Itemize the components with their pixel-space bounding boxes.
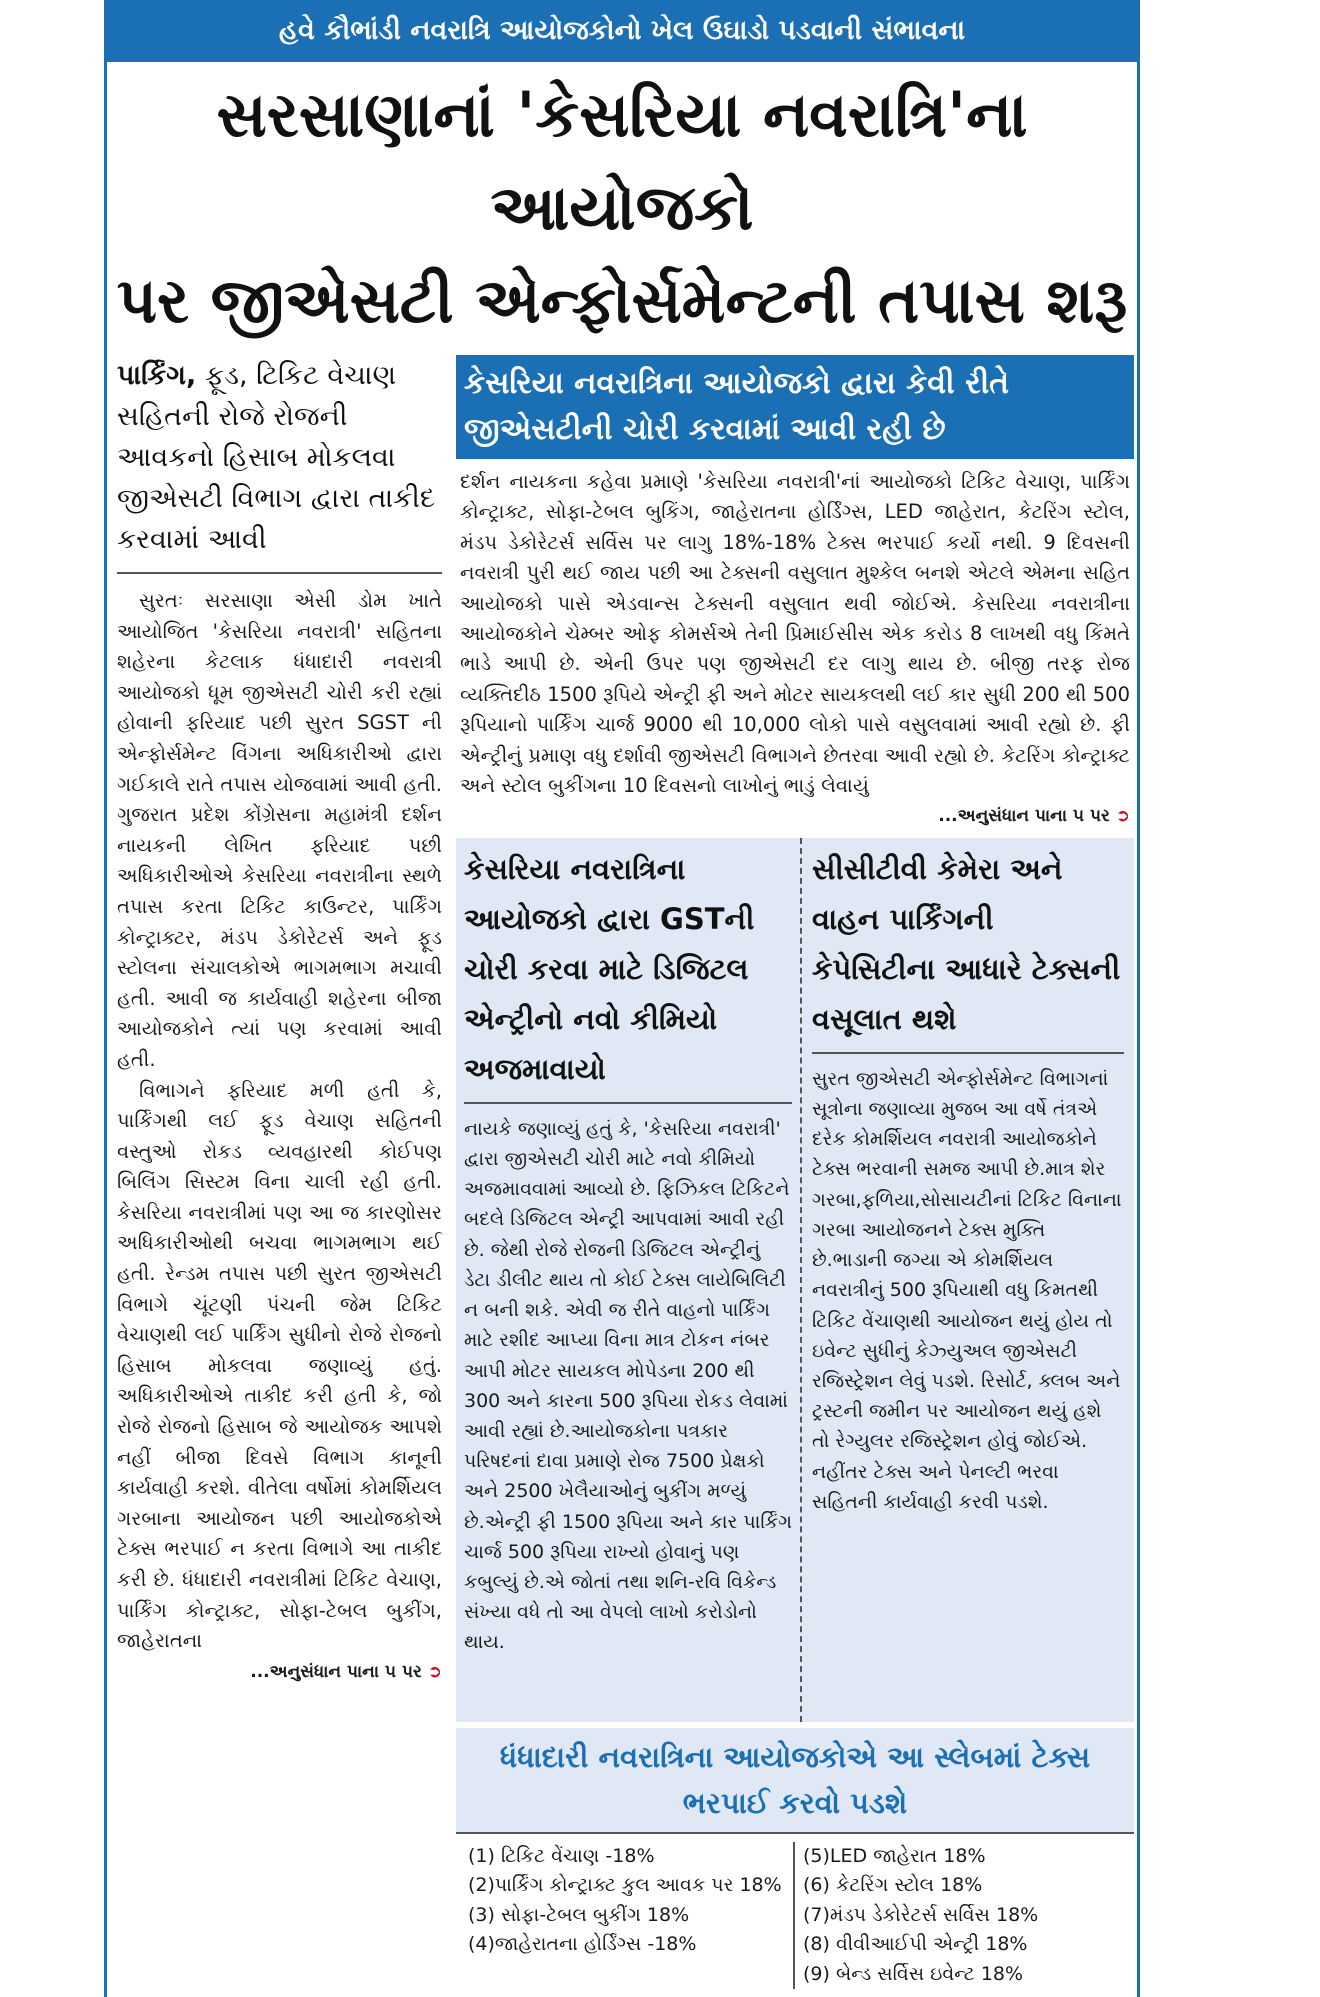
slab-item: (2)પાર્કિંગ કોન્ટ્રાક્ટ કુલ આવક પર 18% (468, 1874, 782, 1897)
slab-item: (4)જાહેરાતના હોર્ડિંગ્સ -18% (468, 1933, 697, 1956)
box-body: નાયકે જણાવ્યું હતું કે, 'કેસરિયા નવરાત્રી' દ્વારા જીએસટી ચોરી માટે નવો કીમિયો અજમાવવામાં આવ્યો છે. ફિઝિકલ ટિકિટને બદલે ડિજિટલ એન્ટ્રી આપવામાં આવી રહી છે. જેથી રોજે રોજની ડિજિટલ એન્ટ્રીનું ડેટા ડીલીટ થાય તો કોઈ ટેક્સ લાયેબિલિટી ન બની શકે. એવી જ રીતે વાહનો પાર્કિંગ માટે રશીદ આપ્યા વિના માત્ર ટોકન નંબર આપી મોટર સાયકલ મોપેડના 200 થી 300 અને કારના 500 રૂપિયા રોકડ લેવામાં આવી રહ્યાં છે.આયોજકોના પત્રકાર પરિષદનાં દાવા પ્રમાણે રોજ 7500 પ્રેક્ષકો અને 2500 ખેલૈયાઓનું બુકીંગ મળ્યું છે.એન્ટ્રી ફી 1500 રૂપિયા અને કાર પાર્કિંગ ચાર્જ 500 રૂપિયા રાખ્યો હોવાનું પણ કબુલ્યું છે.એ જોતાં તથા શનિ-રવિ વિકેન્ડ સંખ્યા વધે તો આ વેપલો લાખો કરોડોનો થાય. (464, 1117, 792, 1654)
slab-heading: ધંધાદારી નવરાત્રિના આયોજકોએ આ સ્લેબમાં ટેક્સ ભરપાઈ કરવો પડશે (456, 1728, 1134, 1834)
right-section-header: કેસરિયા નવરાત્રિના આયોજકો દ્વારા કેવી રીતે જીએસટીની ચોરી કરવામાં આવી રહી છે (456, 355, 1134, 459)
slab-column-right (795, 1842, 1130, 1990)
slab-item: (3) સોફા-ટેબલ બુકીંગ 18% (468, 1903, 690, 1926)
paragraph: સુરતઃ સરસાણા એસી ડોમ ખાતે આયોજિત 'કેસરિયા નવરાત્રી' સહિતના શહેરના કેટલાક ધંધાદારી નવરાત્રી આયોજકો ધૂમ જીએસટી ચોરી કરી રહ્યાં હોવાની ફરિયાદ પછી સુરત SGST ની એન્ફોર્સમેન્ટ વિંગના અધિકારીઓ દ્વારા ગઈકાલે રાતે તપાસ યોજવામાં આવી હતી. ગુજરાત પ્રદેશ કોંગ્રેસના મહામંત્રી દર્શન નાયકની લેખિત ફરિયાદ પછી અધિકારીઓએ કેસરિયા નવરાત્રીના સ્થળે તપાસ કરતા ટિકિટ કાઉન્ટર, પાર્કિંગ કોન્ટ્રાક્ટર, મંડપ ડેકોરેટર્સ અને ફૂડ સ્ટોલના સંચાલકોએ ભાગમભાગ મચાવી હતી. આવી જ કાર્યવાહી શહેરના બીજા આયોજકોને ત્યાં પણ કરવામાં આવી હતી. (117, 589, 442, 1071)
article-columns (107, 355, 1137, 1997)
headline-line-1: સરસાણાનાં 'કેસરિયા નવરાત્રિ'ના આયોજકો (216, 78, 1028, 244)
slab-item: (7)મંડપ ડેકોરેટર્સ સર્વિસ 18% (803, 1903, 1039, 1926)
right-column (456, 355, 1134, 1997)
tax-slab-box (456, 1728, 1134, 1997)
box-heading: સીસીટીવી કેમેરા અને વાહન પાર્કિંગની કેપેસિટીના આધારે ટેક્સની વસૂલાત થશે (812, 844, 1124, 1054)
slab-item: (8) વીવીઆઈપી એન્ટ્રી 18% (803, 1933, 1028, 1956)
right-article-body: દર્શન નાયકના કહેવા પ્રમાણે 'કેસરિયા નવરાત્રી'નાં આયોજકો ટિકિટ વેચાણ, પાર્કિંગ કોન્ટ્રાક્ટ, સોફા-ટેબલ બુકિંગ, જાહેરાતના હોર્ડિંગ્સ, LED જાહેરાત, કેટરિંગ સ્ટોલ, મંડપ ડેકોરેટર્સ સર્વિસ પર લાગુ 18%-18% ટેક્સ ભરપાઈ કર્યો નથી. 9 દિવસની નવરાત્રી પુરી થઈ જાય પછી આ ટેક્સની વસુલાત મુશ્કેલ બનશે એટલે એમના સહિત આયોજકો પાસે એડવાન્સ ટેક્સની વસુલાત થવી જોઈએ. કેસરિયા નવરાત્રીના આયોજકોને ચેમ્બર ઓફ કોમર્સએ તેની પ્રિમાઈસીસ એક કરોડ 8 લાખથી વધુ કિંમતે ભાડે આપી છે. એની ઉપર પણ જીએસટી દર લાગુ થાય છે. બીજી તરફ રોજ વ્યક્તિદીઠ 1500 રૂપિયે એન્ટ્રી ફી અને મોટર સાયકલથી લઈ કાર સુધી 200 થી 500 રૂપિયાનો પાર્કિંગ ચાર્જ 9000 થી 10,000 લોકો પાસે વસુલવામાં આવી રહ્યો છે. ફી એન્ટ્રીનું પ્રમાણ વધુ દર્શાવી જીએસટી વિભાગને છેતરવા આવી રહ્યો છે. કેટરિંગ કોન્ટ્રાક્ટ અને સ્ટોલ બુકીંગના 10 દિવસનો લાખોનું ભાડું લેવાયું ...અનુસંધાન પાના ૫ પર ➲ (456, 459, 1134, 838)
arrow-icon: ➲ (1115, 806, 1130, 827)
slab-item: (9) બેન્ડ સર્વિસ ઇવેન્ટ 18% (803, 1962, 1024, 1985)
box-body: સુરત જીએસટી એન્ફોર્સમેન્ટ વિભાગનાં સૂત્રોના જણાવ્યા મુજબ આ વર્ષે તંત્રએ દરેક કોમર્શિયલ નવરાત્રી આયોજકોને ટેક્સ ભરવાની સમજ આપી છે.માત્ર શેર ગરબા,ફળિયા,સોસાયટીનાં ટિકિટ વિનાના ગરબા આયોજનને ટેક્સ મુક્તિ છે.ભાડાની જગ્યા એ કોમર્શિયલ નવરાત્રીનું 500 રૂપિયાથી વધુ કિમતથી ટિકિટ વેંચાણથી આયોજન થયું હોય તો ઇવેન્ટ સુધીનું કેઝ્યુઅલ જીએસટી રજિસ્ટ્રેશન લેવું પડશે. રિસોર્ટ, ક્લબ અને ટ્રસ્ટની જમીન પર આયોજન થયું હશે તો રેગ્યુલર રજિસ્ટ્રેશન હોવું જોઈએ. નહીંતર ટેક્સ અને પેનલ્ટી ભરવા સહિતની કાર્યવાહી કરવી પડશે. (812, 1067, 1122, 1513)
slab-column-left (460, 1842, 795, 1990)
continued-note: ...અનુસંધાન પાના ૫ પર ➲ (938, 806, 1130, 827)
slab-item: (5)LED જાહેરાત 18% (803, 1844, 986, 1867)
box-heading: કેસરિયા નવરાત્રિના આયોજકો દ્વારા GSTની ચોરી કરવા માટે ડિજિટલ એન્ટ્રીનો નવો કીમિયો અજમાવાયો (464, 844, 792, 1104)
newspaper-clipping (104, 0, 1140, 1997)
continued-note: ...અનુસંધાન પાના ૫ પર ➲ (250, 1661, 442, 1682)
sub-boxes (456, 838, 1134, 1722)
slab-item: (6) કેટરિંગ સ્ટોલ 18% (803, 1874, 983, 1897)
top-banner: હવે કૌભાંડી નવરાત્રિ આયોજકોનો ખેલ ઉઘાડો પડવાની સંભાવના (107, 0, 1137, 62)
left-column (117, 355, 442, 1687)
headline-line-2: પર જીએસટી એન્ફોર્સમેન્ટની તપાસ શરૂ (116, 264, 1128, 337)
headline (107, 62, 1137, 355)
digital-entry-box (456, 838, 802, 1722)
lead-summary: પાર્કિંગ, ફૂડ, ટિકિટ વેચાણ સહિતની રોજે રોજની આવકનો હિસાબ મોકલવા જીએસટી વિભાગ દ્વારા તાકીદ કરવામાં આવી (117, 355, 442, 574)
slab-list (456, 1834, 1134, 1997)
left-article-body (117, 586, 442, 1687)
slab-item: (1) ટિકિટ વેંચાણ -18% (468, 1844, 655, 1867)
cctv-box (802, 838, 1134, 1722)
arrow-icon: ➲ (427, 1661, 442, 1682)
paragraph: વિભાગને ફરિયાદ મળી હતી કે, પાર્કિંગથી લઈ ફૂડ વેચાણ સહિતની વસ્તુઓ રોકડ વ્યવહારથી કોઈપણ બિલિંગ સિસ્ટમ વિના ચાલી રહી હતી. કેસરિયા નવરાત્રીમાં પણ આ જ કારણોસર અધિકારીઓથી બચવા ભાગમભાગ થઈ હતી. રેન્ડમ તપાસ પછી સુરત જીએસટી વિભાગે ચૂંટણી પંચની જેમ ટિકિટ વેચાણથી લઈ પાર્કિંગ સુધીનો રોજે રોજનો હિસાબ મોકલવા જણાવ્યું હતું. અધિકારીઓએ તાકીદ કરી હતી કે, જો રોજે રોજનો હિસાબ જે આયોજક આપશે નહીં બીજા દિવસે વિભાગ કાનૂની કાર્યવાહી કરશે. વીતેલા વર્ષોમાં કોમર્શિયલ ગરબાના આયોજન પછી આયોજકોએ ટેક્સ ભરપાઈ ન કરતા વિભાગે આ તાકીદ કરી છે. ધંધાદારી નવરાત્રીમાં ટિકિટ વેચાણ, પાર્કિંગ કોન્ટ્રાક્ટ, સોફા-ટેબલ બુકીંગ, જાહેરાતના (117, 1078, 442, 1653)
